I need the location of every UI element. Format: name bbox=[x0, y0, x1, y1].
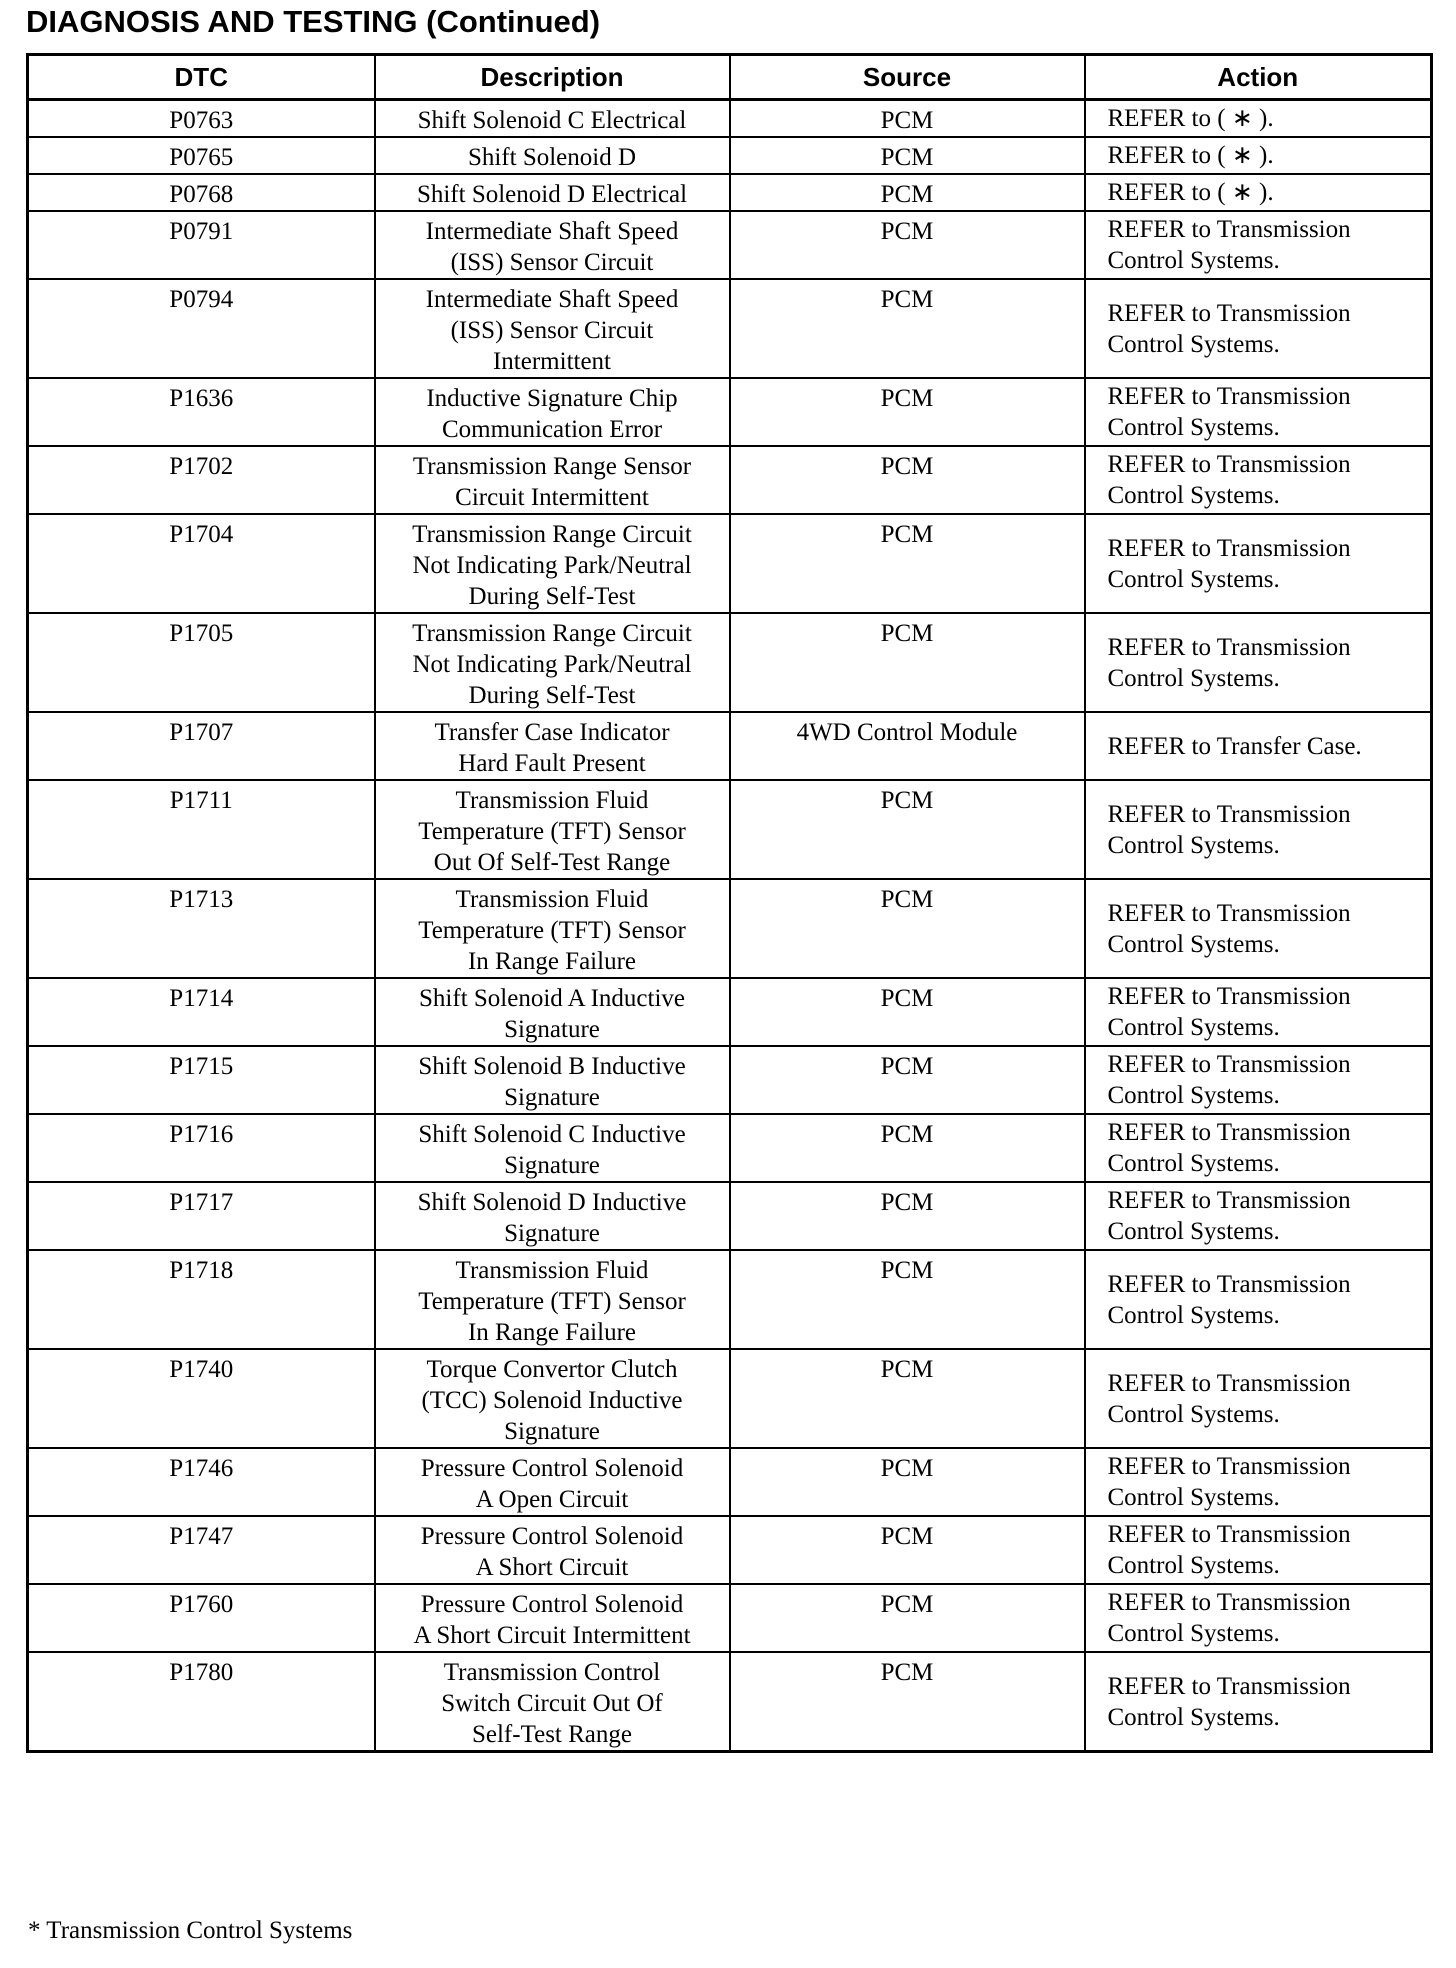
table-row bbox=[28, 712, 1432, 780]
source-cell: 4WD Control Module bbox=[730, 712, 1085, 780]
description-cell: Shift Solenoid D Inductive Signature bbox=[375, 1182, 730, 1250]
dtc-code-cell: P0791 bbox=[28, 211, 375, 279]
dtc-code-cell: P1780 bbox=[28, 1652, 375, 1752]
dtc-code-cell: P1716 bbox=[28, 1114, 375, 1182]
action-cell: REFER to Transmission Control Systems. bbox=[1085, 1349, 1432, 1448]
dtc-code-cell: P1713 bbox=[28, 879, 375, 978]
action-cell: REFER to Transmission Control Systems. bbox=[1085, 446, 1432, 514]
dtc-code-cell: P0768 bbox=[28, 174, 375, 211]
column-header-description: Description bbox=[375, 55, 730, 100]
description-cell: Shift Solenoid D bbox=[375, 137, 730, 174]
source-cell: PCM bbox=[730, 1448, 1085, 1516]
source-cell: PCM bbox=[730, 514, 1085, 613]
description-cell: Pressure Control Solenoid A Open Circuit bbox=[375, 1448, 730, 1516]
table-row bbox=[28, 978, 1432, 1046]
source-cell: PCM bbox=[730, 1349, 1085, 1448]
description-cell: Shift Solenoid B Inductive Signature bbox=[375, 1046, 730, 1114]
table-row bbox=[28, 514, 1432, 613]
table-row bbox=[28, 1652, 1432, 1752]
table-row bbox=[28, 1584, 1432, 1652]
description-cell: Intermediate Shaft Speed (ISS) Sensor Circuit Intermittent bbox=[375, 279, 730, 378]
source-cell: PCM bbox=[730, 1182, 1085, 1250]
action-cell: REFER to Transmission Control Systems. bbox=[1085, 1652, 1432, 1752]
table-row bbox=[28, 446, 1432, 514]
action-cell: REFER to Transmission Control Systems. bbox=[1085, 1182, 1432, 1250]
dtc-code-cell: P1636 bbox=[28, 378, 375, 446]
dtc-code-cell: P1702 bbox=[28, 446, 375, 514]
action-cell: REFER to Transmission Control Systems. bbox=[1085, 279, 1432, 378]
source-cell: PCM bbox=[730, 279, 1085, 378]
dtc-code-cell: P1740 bbox=[28, 1349, 375, 1448]
description-cell: Shift Solenoid C Inductive Signature bbox=[375, 1114, 730, 1182]
table-row bbox=[28, 378, 1432, 446]
dtc-code-cell: P1715 bbox=[28, 1046, 375, 1114]
description-cell: Transmission Range Circuit Not Indicating Park/Neutral During Self-Test bbox=[375, 613, 730, 712]
action-cell: REFER to Transmission Control Systems. bbox=[1085, 780, 1432, 879]
source-cell: PCM bbox=[730, 378, 1085, 446]
source-cell: PCM bbox=[730, 613, 1085, 712]
dtc-code-cell: P0763 bbox=[28, 100, 375, 138]
table-row bbox=[28, 879, 1432, 978]
description-cell: Transmission Control Switch Circuit Out Of Self-Test Range bbox=[375, 1652, 730, 1752]
action-cell: REFER to Transmission Control Systems. bbox=[1085, 879, 1432, 978]
table-body bbox=[28, 100, 1432, 1752]
description-cell: Inductive Signature Chip Communication Error bbox=[375, 378, 730, 446]
action-cell: REFER to ( ∗ ). bbox=[1085, 137, 1432, 174]
table-row bbox=[28, 1046, 1432, 1114]
table-row bbox=[28, 1349, 1432, 1448]
dtc-code-cell: P1704 bbox=[28, 514, 375, 613]
description-cell: Pressure Control Solenoid A Short Circuit bbox=[375, 1516, 730, 1584]
source-cell: PCM bbox=[730, 137, 1085, 174]
table-row bbox=[28, 1516, 1432, 1584]
action-cell: REFER to Transmission Control Systems. bbox=[1085, 514, 1432, 613]
dtc-code-cell: P1711 bbox=[28, 780, 375, 879]
source-cell: PCM bbox=[730, 1584, 1085, 1652]
table-row bbox=[28, 613, 1432, 712]
description-cell: Pressure Control Solenoid A Short Circuit Intermittent bbox=[375, 1584, 730, 1652]
action-cell: REFER to ( ∗ ). bbox=[1085, 174, 1432, 211]
table-row bbox=[28, 1448, 1432, 1516]
action-cell: REFER to Transmission Control Systems. bbox=[1085, 378, 1432, 446]
action-cell: REFER to Transmission Control Systems. bbox=[1085, 1516, 1432, 1584]
dtc-code-cell: P1705 bbox=[28, 613, 375, 712]
table-row bbox=[28, 211, 1432, 279]
source-cell: PCM bbox=[730, 879, 1085, 978]
table-row bbox=[28, 100, 1432, 138]
source-cell: PCM bbox=[730, 1114, 1085, 1182]
source-cell: PCM bbox=[730, 978, 1085, 1046]
dtc-code-cell: P1714 bbox=[28, 978, 375, 1046]
description-cell: Transmission Fluid Temperature (TFT) Sensor In Range Failure bbox=[375, 1250, 730, 1349]
column-header-source: Source bbox=[730, 55, 1085, 100]
dtc-code-cell: P0765 bbox=[28, 137, 375, 174]
table-row bbox=[28, 279, 1432, 378]
source-cell: PCM bbox=[730, 211, 1085, 279]
action-cell: REFER to Transfer Case. bbox=[1085, 712, 1432, 780]
table-header-row bbox=[28, 55, 1432, 100]
table-row bbox=[28, 780, 1432, 879]
dtc-table bbox=[26, 53, 1433, 1753]
footnote: * Transmission Control Systems bbox=[28, 1917, 353, 1944]
description-cell: Transmission Range Sensor Circuit Intermittent bbox=[375, 446, 730, 514]
source-cell: PCM bbox=[730, 780, 1085, 879]
description-cell: Transmission Fluid Temperature (TFT) Sensor Out Of Self-Test Range bbox=[375, 780, 730, 879]
action-cell: REFER to Transmission Control Systems. bbox=[1085, 1046, 1432, 1114]
source-cell: PCM bbox=[730, 100, 1085, 138]
table-row bbox=[28, 174, 1432, 211]
table-row bbox=[28, 1250, 1432, 1349]
description-cell: Shift Solenoid A Inductive Signature bbox=[375, 978, 730, 1046]
action-cell: REFER to Transmission Control Systems. bbox=[1085, 1448, 1432, 1516]
source-cell: PCM bbox=[730, 1046, 1085, 1114]
description-cell: Torque Convertor Clutch (TCC) Solenoid Inductive Signature bbox=[375, 1349, 730, 1448]
action-cell: REFER to Transmission Control Systems. bbox=[1085, 1584, 1432, 1652]
description-cell: Transmission Range Circuit Not Indicating Park/Neutral During Self-Test bbox=[375, 514, 730, 613]
table-row bbox=[28, 137, 1432, 174]
description-cell: Transmission Fluid Temperature (TFT) Sensor In Range Failure bbox=[375, 879, 730, 978]
source-cell: PCM bbox=[730, 1250, 1085, 1349]
dtc-code-cell: P0794 bbox=[28, 279, 375, 378]
dtc-code-cell: P1717 bbox=[28, 1182, 375, 1250]
table-row bbox=[28, 1114, 1432, 1182]
dtc-code-cell: P1760 bbox=[28, 1584, 375, 1652]
source-cell: PCM bbox=[730, 174, 1085, 211]
source-cell: PCM bbox=[730, 1516, 1085, 1584]
page-heading: DIAGNOSIS AND TESTING (Continued) bbox=[26, 4, 601, 39]
dtc-code-cell: P1707 bbox=[28, 712, 375, 780]
column-header-action: Action bbox=[1085, 55, 1432, 100]
column-header-dtc: DTC bbox=[28, 55, 375, 100]
action-cell: REFER to ( ∗ ). bbox=[1085, 100, 1432, 138]
table-row bbox=[28, 1182, 1432, 1250]
dtc-code-cell: P1718 bbox=[28, 1250, 375, 1349]
dtc-code-cell: P1747 bbox=[28, 1516, 375, 1584]
action-cell: REFER to Transmission Control Systems. bbox=[1085, 211, 1432, 279]
dtc-code-cell: P1746 bbox=[28, 1448, 375, 1516]
description-cell: Shift Solenoid D Electrical bbox=[375, 174, 730, 211]
description-cell: Intermediate Shaft Speed (ISS) Sensor Circuit bbox=[375, 211, 730, 279]
source-cell: PCM bbox=[730, 446, 1085, 514]
action-cell: REFER to Transmission Control Systems. bbox=[1085, 1114, 1432, 1182]
action-cell: REFER to Transmission Control Systems. bbox=[1085, 1250, 1432, 1349]
action-cell: REFER to Transmission Control Systems. bbox=[1085, 978, 1432, 1046]
description-cell: Transfer Case Indicator Hard Fault Present bbox=[375, 712, 730, 780]
source-cell: PCM bbox=[730, 1652, 1085, 1752]
action-cell: REFER to Transmission Control Systems. bbox=[1085, 613, 1432, 712]
description-cell: Shift Solenoid C Electrical bbox=[375, 100, 730, 138]
